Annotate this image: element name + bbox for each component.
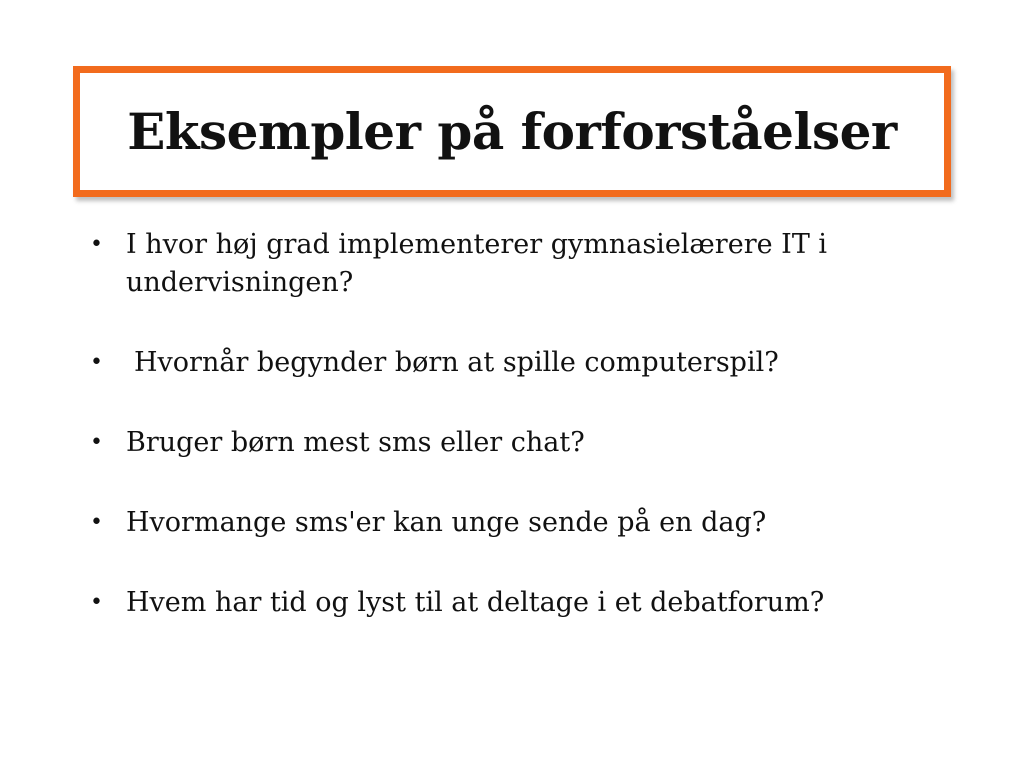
bullet-icon: • [90, 232, 103, 257]
bullet-text: Hvornår begynder børn at spille computerspil? [134, 347, 779, 378]
bullet-icon: • [90, 430, 103, 455]
bullet-item [90, 344, 930, 382]
bullet-icon: • [90, 590, 103, 615]
bullet-text: I hvor høj grad implementerer gymnasielærere IT i undervisningen? [126, 229, 828, 298]
bullet-item [90, 584, 930, 622]
slide-title: Eksempler på forforståelser [127, 102, 897, 161]
bullet-item [90, 424, 930, 462]
bullet-list [90, 226, 930, 664]
bullet-item [90, 226, 930, 302]
bullet-item [90, 504, 930, 542]
bullet-text: Bruger børn mest sms eller chat? [126, 427, 585, 458]
bullet-icon: • [90, 510, 103, 535]
title-box [73, 66, 951, 197]
bullet-text: Hvormange sms'er kan unge sende på en dag? [126, 507, 767, 538]
bullet-icon: • [90, 350, 103, 375]
bullet-text: Hvem har tid og lyst til at deltage i et debatforum? [126, 587, 825, 618]
